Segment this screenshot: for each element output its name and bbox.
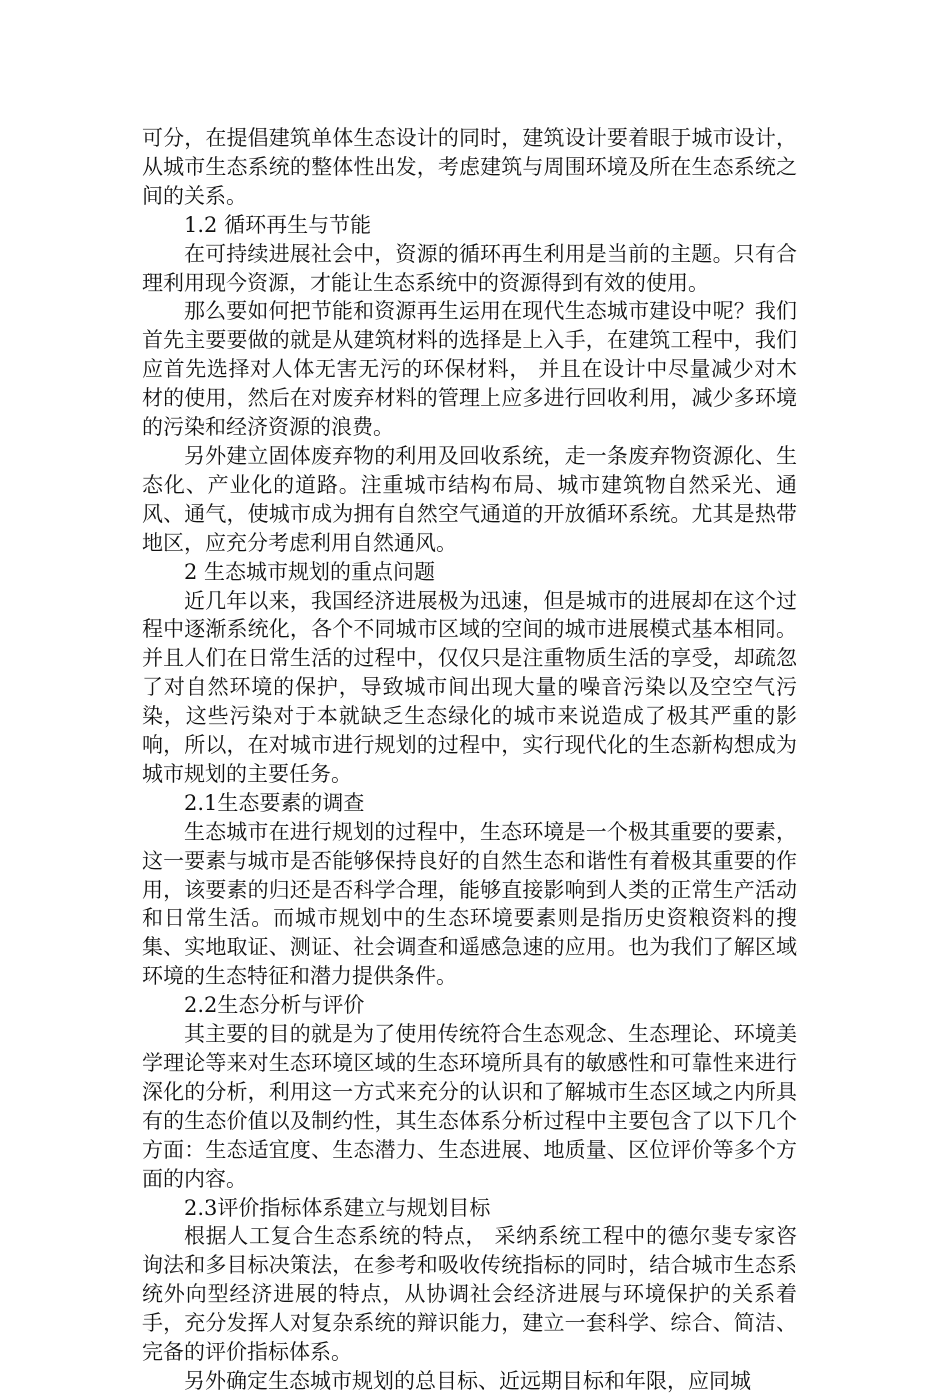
paragraph-2-2: 其主要的目的就是为了使用传统符合生态观念、生态理论、环境美学理论等来对生态环境区域的生态环境所具有的敏感性和可靠性来进行深化的分析，利用这一方式来充分的认识和了解城市生态区域之内所具有的生态价值以及制约性，其生态体系分析过程中主要包含了以下几个方面：生态适宜度、生态潜力、生态进展、地质量、区位评价等多个方面的内容。 <box>142 1022 797 1191</box>
section-heading-1-2: 1.2 循环再生与节能 <box>184 212 372 237</box>
section-heading-2: 2 生态城市规划的重点问题 <box>184 559 436 584</box>
section-heading-2-1: 2.1生态要素的调查 <box>184 790 365 815</box>
paragraph-2: 近几年以来，我国经济进展极为迅速，但是城市的进展却在这个过程中逐渐系统化，各个不同城市区域的空间的城市进展模式基本相同。并且人们在日常生活的过程中，仅仅只是注重物质生活的享受，却疏忽了对自然环境的保护，导致城市间出现大量的噪音污染以及空空气污染，这些污染对于本就缺乏生态绿化的城市来说造成了极其严重的影响，所以，在对城市进行规划的过程中，实行现代化的生态新构想成为城市规划的主要任务。 <box>142 588 797 786</box>
paragraph-2-1: 生态城市在进行规划的过程中，生态环境是一个极其重要的要素，这一要素与城市是否能够保持良好的自然生态和谐性有着极其重要的作用，该要素的归还是否科学合理，能够直接影响到人类的正常生产活动和日常生活。而城市规划中的生态环境要素则是指历史资粮资料的搜集、实地取证、测证、社会调查和遥感急速的应用。也为我们了解区域环境的生态特征和潜力提供条件。 <box>142 819 797 989</box>
paragraph-1-2-a: 在可持续进展社会中，资源的循环再生利用是当前的主题。只有合理利用现今资源，才能让生态系统中的资源得到有效的使用。 <box>142 241 797 295</box>
continuation-paragraph: 可分，在提倡建筑单体生态设计的同时，建筑设计要着眼于城市设计，从城市生态系统的整体性出发，考虑建筑与周围环境及所在生态系统之间的关系。 <box>142 126 797 208</box>
paragraph-2-3-b: 另外确定生态城市规划的总目标、近远期目标和年限，应同城 <box>184 1368 751 1393</box>
document-page <box>142 124 797 1396</box>
section-heading-2-3: 2.3评价指标体系建立与规划目标 <box>184 1195 491 1220</box>
paragraph-1-2-c: 另外建立固体废弃物的利用及回收系统，走一条废弃物资源化、生态化、产业化的道路。注重城市结构布局、城市建筑物自然采光、通风、通气，使城市成为拥有自然空气通道的开放循环系统。尤其是热带地区，应充分考虑利用自然通风。 <box>142 443 797 555</box>
section-heading-2-2: 2.2生态分析与评价 <box>184 993 365 1018</box>
paragraph-2-3-a: 根据人工复合生态系统的特点， 采纳系统工程中的德尔斐专家咨询法和多目标决策法，在参考和吸收传统指标的同时，结合城市生态系统外向型经济进展的特点，从协调社会经济进展与环境保护的关系着手，充分发挥人对复杂系统的辩识能力，建立一套科学、综合、简洁、完备的评价指标体系。 <box>142 1224 797 1365</box>
paragraph-1-2-b: 那么要如何把节能和资源再生运用在现代生态城市建设中呢？我们首先主要要做的就是从建筑材料的选择是上入手，在建筑工程中，我们应首先选择对人体无害无污的环保材料， 并且在设计中尽量减少对木材的使用，然后在对废弃材料的管理上应多进行回收利用，减少多环境的污染和经济资源的浪费。 <box>142 299 797 440</box>
